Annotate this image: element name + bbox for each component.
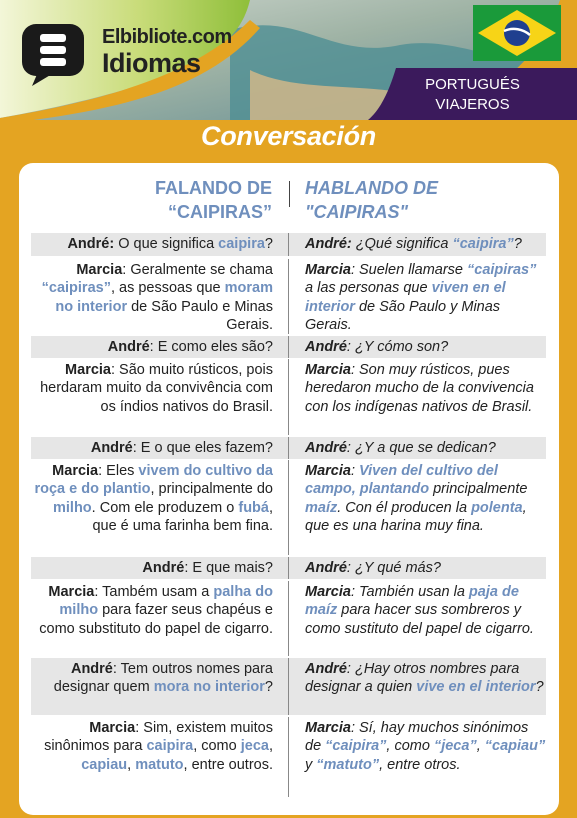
brand-name: Idiomas [102,48,201,78]
line-text: : E como eles são? [149,339,273,355]
line-text: : ¿Hay otros nombres para designar a quien [305,661,520,696]
line-text: , as pessoas que [110,280,225,297]
speaker-name: André: [67,236,115,252]
spanish-line [305,581,546,638]
highlighted-term: matuto [135,756,184,773]
line-text: . Com ele produzem o [91,499,239,516]
line-text: , [476,738,485,755]
speaker-name: André: [305,236,352,252]
portuguese-line [31,336,273,356]
dialogue-row [31,233,546,256]
highlighted-term: jeca [240,738,269,755]
line-text: , [127,756,136,773]
line-text: , entre outros. [183,756,273,773]
portuguese-line [31,658,273,697]
line-text: : E que mais? [184,560,273,576]
speaker-name: Marcia [65,362,111,378]
row-separator [288,233,289,256]
dialogue-row [31,259,546,334]
line-text: : São muito rústicos, pois herdaram muito da convivência com os índios nativos do Brasil. [40,362,273,415]
dialogue-row [31,336,546,358]
dialogue-row [31,359,546,435]
line-text: , como [386,738,434,755]
line-text: , que es una harina muy fina. [305,499,527,534]
pt-heading-line2: “CAIPIRAS” [167,202,272,222]
line-text: principalmente [429,481,528,498]
line-text: : ¿Y qué más? [346,560,441,576]
speaker-name: André [305,440,347,456]
highlighted-term: fubá [238,499,269,516]
spanish-line [305,233,546,253]
page-title: Conversación [201,121,376,151]
highlighted-term: maíz [305,499,338,516]
spanish-line [305,336,546,356]
highlighted-term: “caipiras” [467,262,537,278]
speaker-name: André [142,560,185,576]
highlighted-term: milho [53,499,92,516]
line-text: de São Paulo y Minas Gerais. [305,298,501,333]
es-heading-line1: HABLANDO DE [305,178,438,198]
spanish-line [305,557,546,577]
row-separator [288,717,289,797]
portuguese-line [31,437,273,457]
speaker-name: Marcia [89,720,136,736]
highlighted-term: “matuto” [316,756,380,773]
line-text: , como [193,738,241,755]
speaker-name: Marcia [76,262,123,278]
brand-logo [18,20,232,90]
highlighted-term: palha do milho [59,584,273,619]
row-separator [288,259,289,334]
line-text: , principalmente do [150,481,273,498]
column-divider [289,181,290,207]
line-text: , que é uma farinha bem fina. [92,499,273,534]
portuguese-line [31,557,273,577]
line-text: : ¿Y a que se dedican? [346,440,496,456]
line-text: ? [535,679,544,696]
speaker-name: André [70,661,113,677]
row-separator [288,658,289,715]
row-separator [288,336,289,358]
line-text: : E o que eles fazem? [132,440,273,456]
line-text: a las personas que [305,280,432,297]
speaker-name: Marcia [305,463,351,479]
line-text: : Sí, hay muchos sinónimos de [305,720,529,755]
highlighted-term: “capiau” [484,738,546,755]
highlighted-term: Viven del cultivo del campo, plantando [305,463,498,498]
highlighted-term: caipira [218,236,265,252]
highlighted-term: polenta [471,499,523,516]
line-text: de São Paulo e Minas Gerais. [127,298,273,333]
portuguese-line [31,581,273,638]
line-text: : Também usam a [94,584,214,600]
spanish-column-heading [305,176,505,224]
line-text: O que significa [114,236,219,252]
row-separator [288,460,289,555]
highlighted-term: “caipira” [452,236,514,252]
header [0,0,577,120]
line-text: : ¿Y cómo son? [346,339,449,355]
portuguese-line [31,359,273,416]
dialogue-row [31,557,546,579]
line-text: para fazer seus chapéus e como substituto do papel de cigarro. [39,602,273,637]
speaker-name: Marcia [52,463,99,479]
portuguese-line [31,259,273,334]
dialogue-row [31,717,546,797]
highlighted-term: “caipiras” [41,280,111,297]
line-text: : Tem outros nomes para designar quem [53,661,273,696]
portuguese-line [31,460,273,535]
row-separator [288,437,289,459]
line-text: , entre otros. [379,756,461,773]
site-name: Elbibliote.com [102,26,232,48]
spanish-line [305,359,546,416]
line-text: para hacer sus sombreros y como sustituto del papel de cigarro. [305,602,534,637]
row-separator [288,581,289,656]
dialogue-row [31,581,546,656]
line-text: : Eles [98,463,139,479]
speaker-name: André [305,661,347,677]
highlighted-term: vivem do cultivo da roça e do plantio [34,463,273,498]
highlighted-term: “caipira” [325,738,387,755]
line-text: . Con él producen la [337,499,472,516]
line-text: , [268,738,273,755]
course-badge [368,68,577,120]
dialogue-row [31,460,546,555]
badge-level: VIAJEROS [435,96,510,113]
line-text: : Suelen llamarse [350,262,468,278]
line-text: : También usan la [350,584,469,600]
speaker-name: Marcia [305,262,351,278]
es-heading-line2: "CAIPIRAS" [305,202,409,222]
line-text: ? [513,236,522,252]
speaker-name: André [305,339,347,355]
highlighted-term: vive en el interior [416,679,536,696]
dialogue-row [31,437,546,459]
line-text: : Sim, existem muitos sinônimos para [44,720,273,755]
speaker-name: Marcia [305,720,351,736]
highlighted-term: viven en el interior [305,280,506,315]
highlighted-term: capiau [81,756,128,773]
line-text: ? [264,679,273,696]
portuguese-line [31,717,273,774]
chat-bubble-icon [18,20,88,90]
spanish-line [305,717,546,774]
spanish-line [305,259,546,334]
highlighted-term: moram no interior [55,280,273,315]
speaker-name: André [107,339,150,355]
line-text: ? [264,236,273,252]
line-text: ¿Qué significa [351,236,453,252]
brazil-flag-icon [473,5,561,61]
badge-language: PORTUGUÉS [425,76,520,93]
speaker-name: Marcia [305,362,351,378]
pt-heading-line1: FALANDO DE [155,178,272,198]
line-text: y [305,756,317,773]
dialogue-row [31,658,546,715]
highlighted-term: paja de maíz [305,584,519,619]
spanish-line [305,460,546,535]
speaker-name: Marcia [305,584,351,600]
row-separator [288,557,289,579]
speaker-name: Marcia [48,584,95,600]
speaker-name: André [90,440,133,456]
line-text: : Geralmente se chama [122,262,273,278]
spanish-line [305,437,546,457]
highlighted-term: mora no interior [153,679,265,696]
portuguese-line [31,233,273,253]
portuguese-column-heading [100,176,272,224]
highlighted-term: caipira [146,738,194,755]
row-separator [288,359,289,435]
line-text: : Son muy rústicos, pues heredaron mucho de la convivencia con los indígenas nativos de Brasil. [305,362,534,415]
line-text: : [350,463,360,479]
spanish-line [305,658,546,697]
highlighted-term: “jeca” [433,738,477,755]
speaker-name: André [305,560,347,576]
